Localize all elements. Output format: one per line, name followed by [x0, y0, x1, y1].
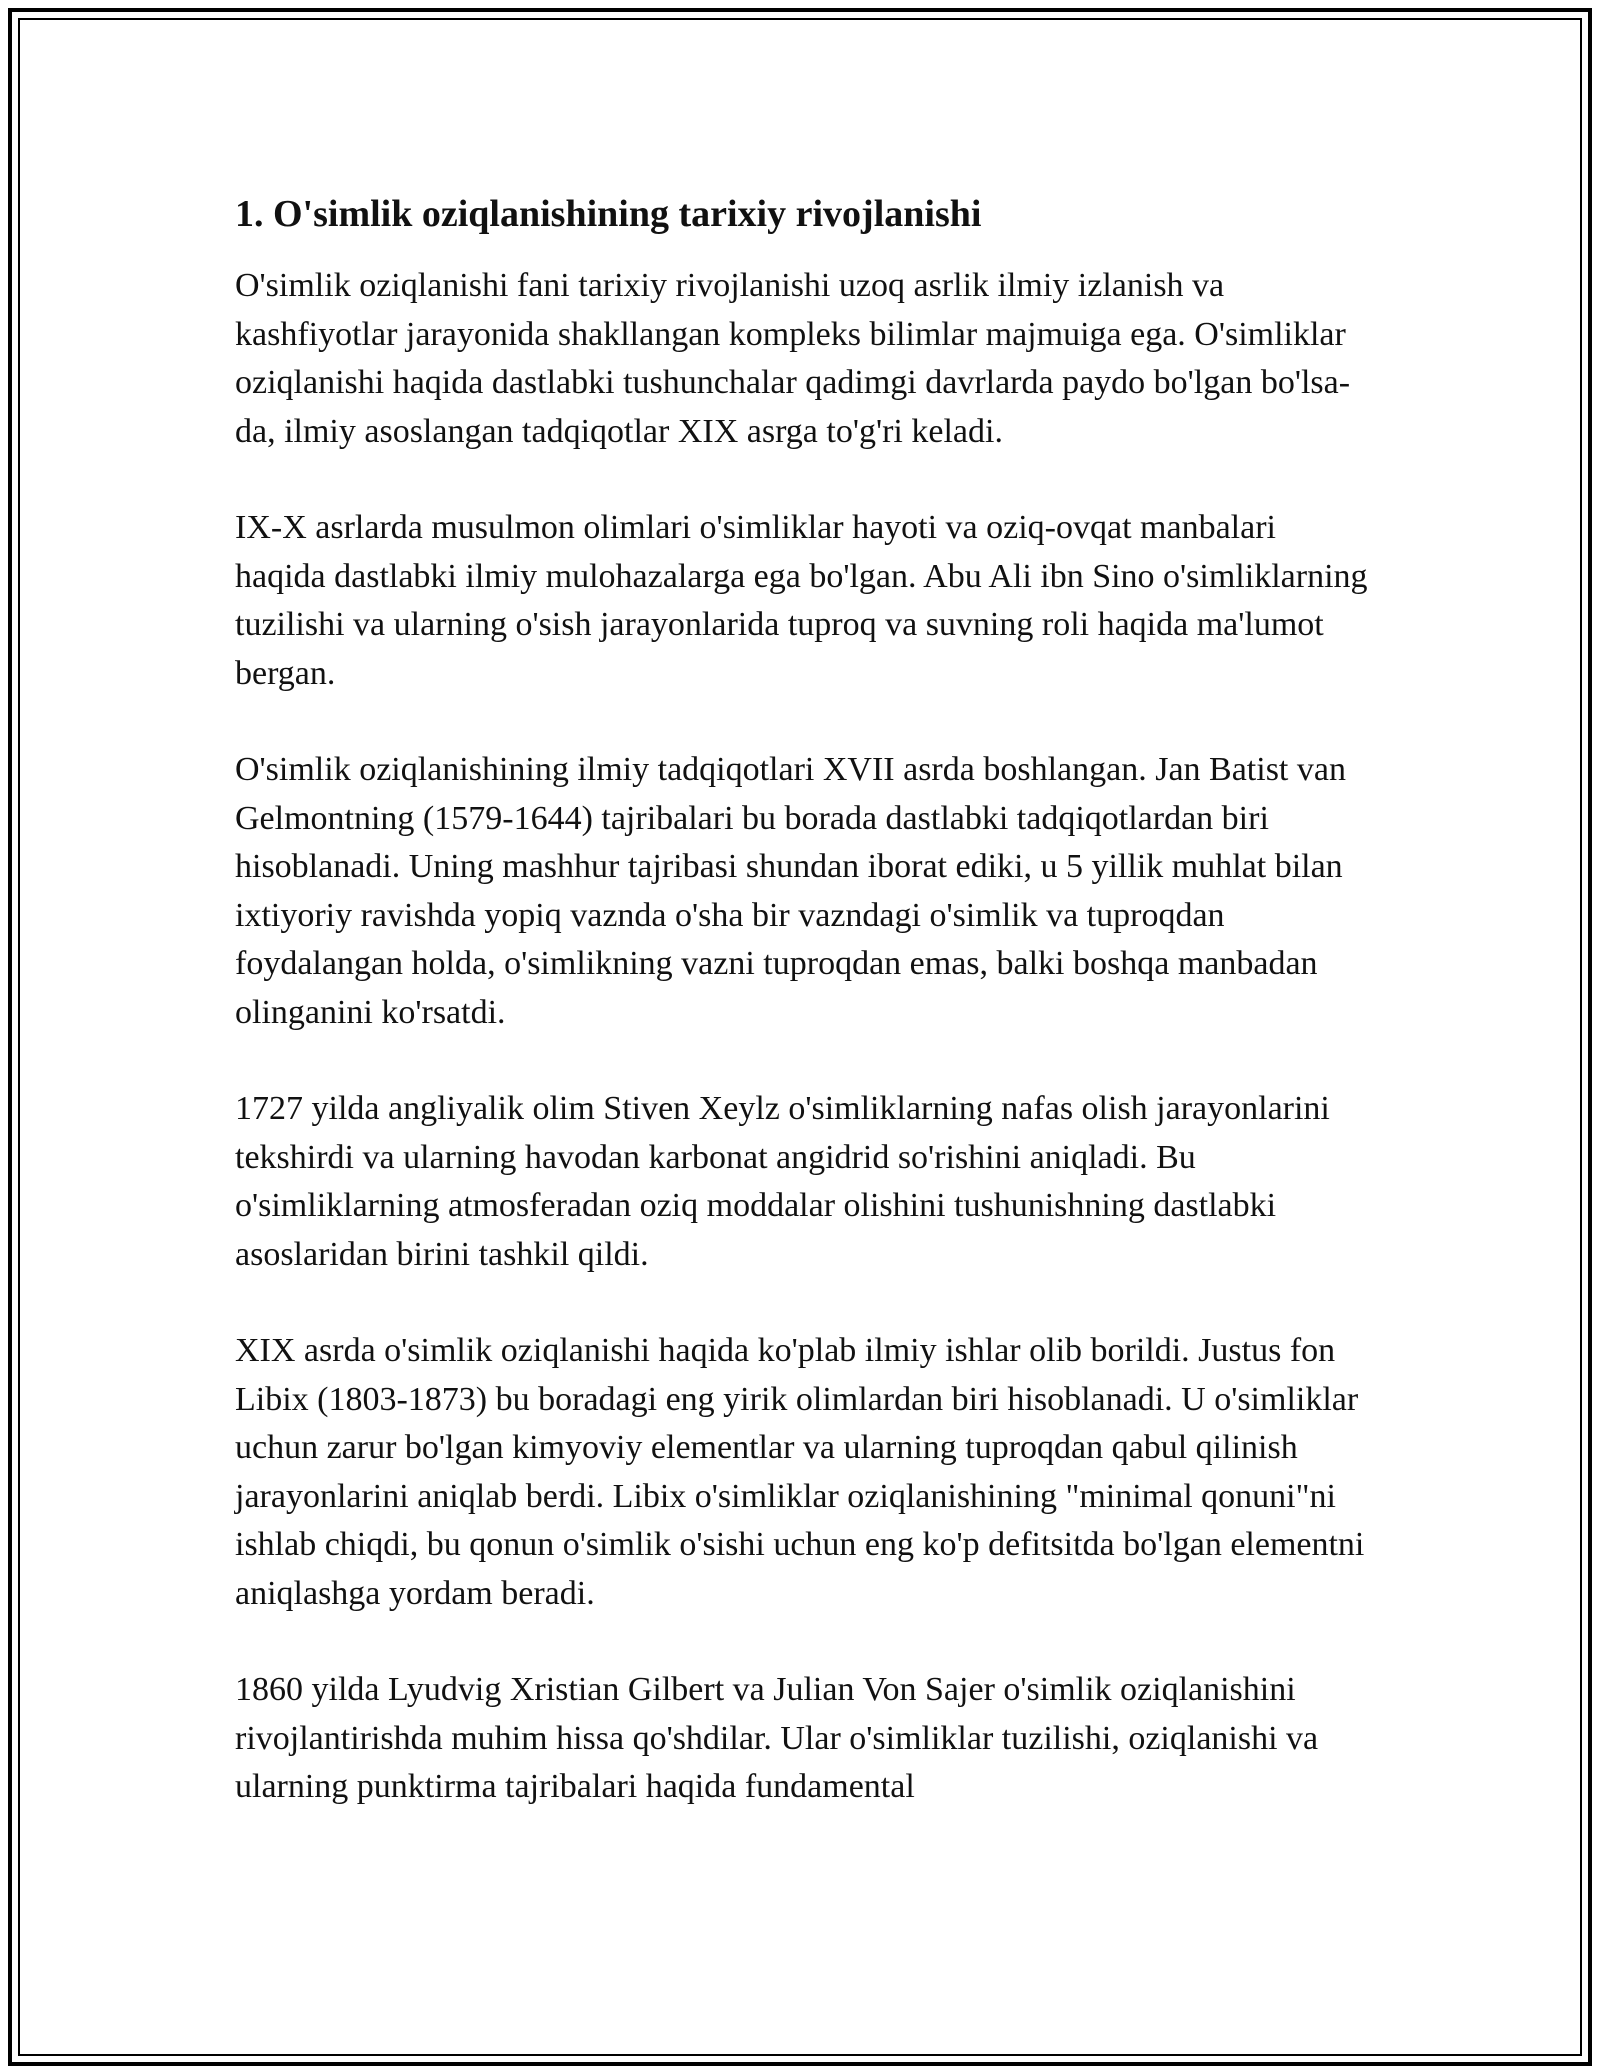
- section-heading: 1. O'simlik oziqlanishining tarixiy rivojlanishi: [235, 193, 982, 235]
- paragraph-1: O'simlik oziqlanishi fani tarixiy rivojlanishi uzoq asrlik ilmiy izlanish va kashfiyotlar jarayonida shakllangan kompleks bilimlar majmuiga ega. O'simliklar oziqlanishi haqida dastlabki tushunchalar qadimgi davrlarda paydo bo'lgan bo'lsa-da, ilmiy asoslangan tadqiqotlar XIX asrga to'g'ri keladi.: [235, 267, 1351, 450]
- paragraph-3: O'simlik oziqlanishining ilmiy tadqiqotlari XVII asrda boshlangan. Jan Batist van Gelmontning (1579-1644) tajribalari bu borada dastlabki tadqiqotlardan biri hisoblanadi. Uning mashhur tajribasi shundan iborat ediki, u 5 yillik muhlat bilan ixtiyoriy ravishda yopiq vaznda o'sha bir vazndagi o'simlik va tuproqdan foydalangan holda, o'simlikning vazni tuproqdan emas, balki boshqa manbadan olinganini ko'rsatdi.: [235, 751, 1346, 1031]
- paragraph-2: IX-X asrlarda musulmon olimlari o'simliklar hayoti va oziq-ovqat manbalari haqida dastlabki ilmiy mulohazalarga ega bo'lgan. Abu Ali ibn Sino o'simliklarning tuzilishi va ularning o'sish jarayonlarida tuproq va suvning roli haqida ma'lumot bergan.: [235, 509, 1368, 692]
- document-body: [235, 188, 1375, 1860]
- paragraph-5: XIX asrda o'simlik oziqlanishi haqida ko'plab ilmiy ishlar olib borildi. Justus fon Libix (1803-1873) bu boradagi eng yirik olimlardan biri hisoblanadi. U o'simliklar uchun zarur bo'lgan kimyoviy elementlar va ularning tuproqdan qabul qilinish jarayonlarini aniqlab berdi. Libix o'simliklar oziqlanishining "minimal qonuni"ni ishlab chiqdi, bu qonun o'simlik o'sishi uchun eng ko'p defitsitda bo'lgan elementni aniqlashga yordam beradi.: [235, 1332, 1365, 1612]
- paragraph-4: 1727 yilda angliyalik olim Stiven Xeylz o'simliklarning nafas olish jarayonlarini tekshirdi va ularning havodan karbonat angidrid so'rishini aniqladi. Bu o'simliklarning atmosferadan oziq moddalar olishini tushunishning dastlabki asoslaridan birini tashkil qildi.: [235, 1090, 1330, 1273]
- paragraph-6: 1860 yilda Lyudvig Xristian Gilbert va Julian Von Sajer o'simlik oziqlanishini rivojlantirishda muhim hissa qo'shdilar. Ular o'simliklar tuzilishi, oziqlanishi va ularning punktirma tajribalari haqida fundamental: [235, 1671, 1319, 1805]
